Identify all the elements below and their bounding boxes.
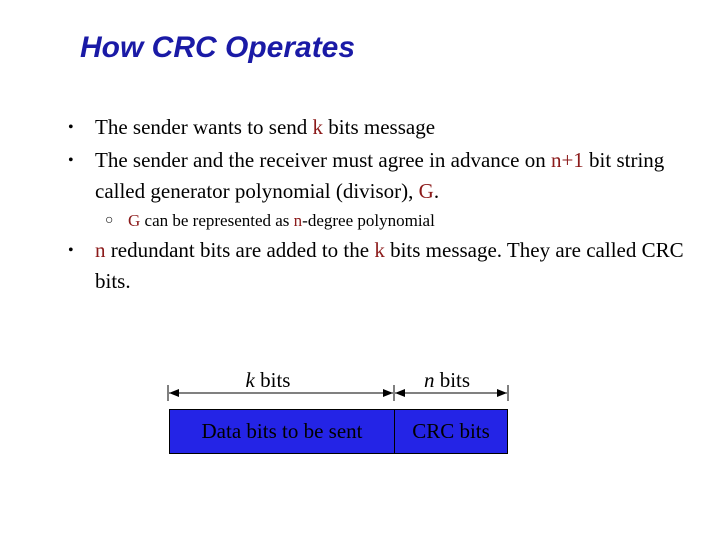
ring-bullet-icon: ○ [105,213,114,228]
bullet-text: The sender and the receiver must agree in advance on n+1 bit string called generator polynomial (divisor), G. [95,148,665,203]
data-bits-box: Data bits to be sent [169,409,395,454]
bullet-text: n redundant bits are added to the k bits message. They are called CRC bits. [95,238,684,293]
bullet-dot-icon: • [68,119,74,136]
k-bits-label: k bits [245,368,291,392]
bullet-dot-icon: • [68,152,74,169]
crc-bits-box: CRC bits [394,409,508,454]
bullet-text: The sender wants to send k bits message [95,115,436,139]
slide-title: How CRC Operates [80,31,356,64]
k-arrowhead-right-icon [383,389,393,397]
sub-bullet-text: G can be represented as n-degree polynomial [128,211,435,230]
bullet-dot-icon: • [68,242,74,259]
n-arrowhead-right-icon [497,389,507,397]
n-bits-label: n bits [423,368,471,392]
